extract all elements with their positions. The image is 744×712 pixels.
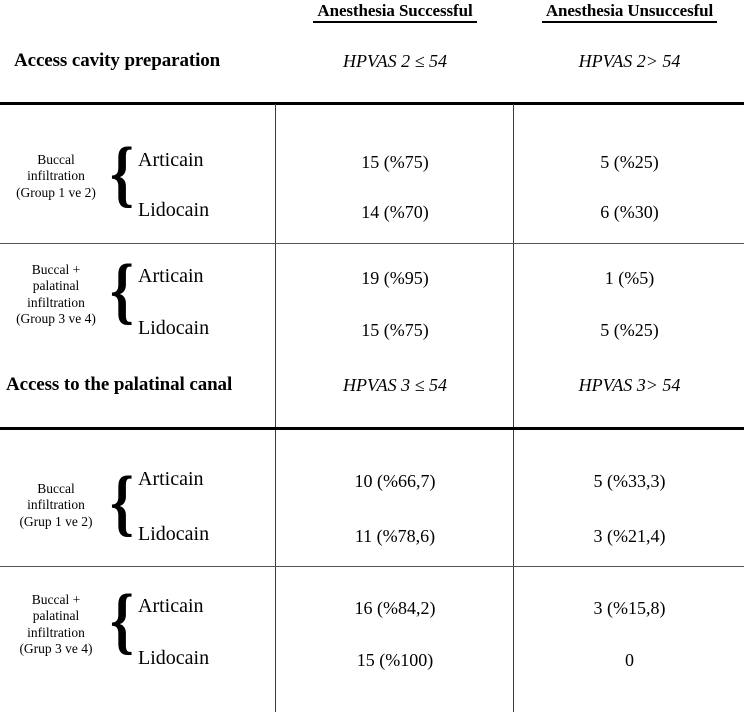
section-2-top-rule xyxy=(0,427,744,430)
drug-label-s1g1r2: Lidocain xyxy=(138,199,210,221)
brace-icon-s1g1: { xyxy=(110,133,134,215)
drug-label-s2g1r2: Lidocain xyxy=(138,523,210,545)
drug-label-s2g1r1: Articain xyxy=(138,468,204,490)
section-2-criteria-successful: HPVAS 3 ≤ 54 xyxy=(342,375,448,395)
group-label-s1g2: Buccal + palatinal infiltration (Group 3 ve 4) xyxy=(16,262,96,327)
vertical-rule-left-s1 xyxy=(275,104,276,355)
column-header-successful xyxy=(277,2,513,23)
value-s2g1r1-successful: 10 (%66,7) xyxy=(354,471,436,491)
column-header-successful-label: Anesthesia Successful xyxy=(313,2,476,23)
drug-label-s1g2r1: Articain xyxy=(138,265,204,287)
section-title-access-palatinal-canal: Access to the palatinal canal xyxy=(6,374,233,395)
group-separator-s1 xyxy=(0,243,744,244)
value-s2g2r2-unsuccessful: 0 xyxy=(625,650,634,670)
vertical-rule-right-s2 xyxy=(513,430,514,712)
vertical-rule-right-s1 xyxy=(513,104,514,355)
drug-label-s1g2r2: Lidocain xyxy=(138,317,210,339)
group-label-s2g1: Buccal infiltration (Grup 1 ve 2) xyxy=(19,481,93,529)
column-header-unsuccessful-label: Anesthesia Unsuccesful xyxy=(542,2,717,23)
drug-label-s2g2r2: Lidocain xyxy=(138,647,210,669)
value-s1g1r1-successful: 15 (%75) xyxy=(361,152,429,172)
value-s2g2r2-successful: 15 (%100) xyxy=(356,650,434,670)
drug-label-s2g2r1: Articain xyxy=(138,595,204,617)
section-title-access-cavity-preparation: Access cavity preparation xyxy=(14,50,221,71)
value-s1g1r2-successful: 14 (%70) xyxy=(361,202,429,222)
value-s1g2r1-successful: 19 (%95) xyxy=(361,268,429,288)
value-s1g2r1-unsuccessful: 1 (%5) xyxy=(604,268,655,288)
group-label-s2g2: Buccal + palatinal infiltration (Grup 3 ve 4) xyxy=(19,592,93,657)
value-s2g2r1-unsuccessful: 3 (%15,8) xyxy=(593,598,666,618)
value-s1g2r2-unsuccessful: 5 (%25) xyxy=(600,320,659,340)
column-header-unsuccessful xyxy=(515,2,744,23)
drug-label-s1g1r1: Articain xyxy=(138,149,204,171)
value-s2g1r1-unsuccessful: 5 (%33,3) xyxy=(593,471,666,491)
brace-icon-s2g1: { xyxy=(110,462,134,544)
group-separator-s2 xyxy=(0,566,744,567)
brace-icon-s1g2: { xyxy=(110,250,134,332)
vertical-rule-left-s2 xyxy=(275,430,276,712)
section-1-top-rule xyxy=(0,102,744,105)
brace-icon-s2g2: { xyxy=(110,580,134,662)
value-s1g2r2-successful: 15 (%75) xyxy=(361,320,429,340)
value-s2g2r1-successful: 16 (%84,2) xyxy=(354,598,436,618)
value-s1g1r2-unsuccessful: 6 (%30) xyxy=(600,202,659,222)
value-s1g1r1-unsuccessful: 5 (%25) xyxy=(600,152,659,172)
section-2-criteria-unsuccessful: HPVAS 3> 54 xyxy=(578,375,681,395)
vertical-rule-left-s2-title xyxy=(275,355,276,428)
group-label-s1g1: Buccal infiltration (Group 1 ve 2) xyxy=(16,152,96,200)
section-1-criteria-successful: HPVAS 2 ≤ 54 xyxy=(342,51,448,71)
vertical-rule-right-s2-title xyxy=(513,355,514,428)
value-s2g1r2-successful: 11 (%78,6) xyxy=(354,526,436,546)
section-1-criteria-unsuccessful: HPVAS 2> 54 xyxy=(578,51,681,71)
value-s2g1r2-unsuccessful: 3 (%21,4) xyxy=(593,526,666,546)
